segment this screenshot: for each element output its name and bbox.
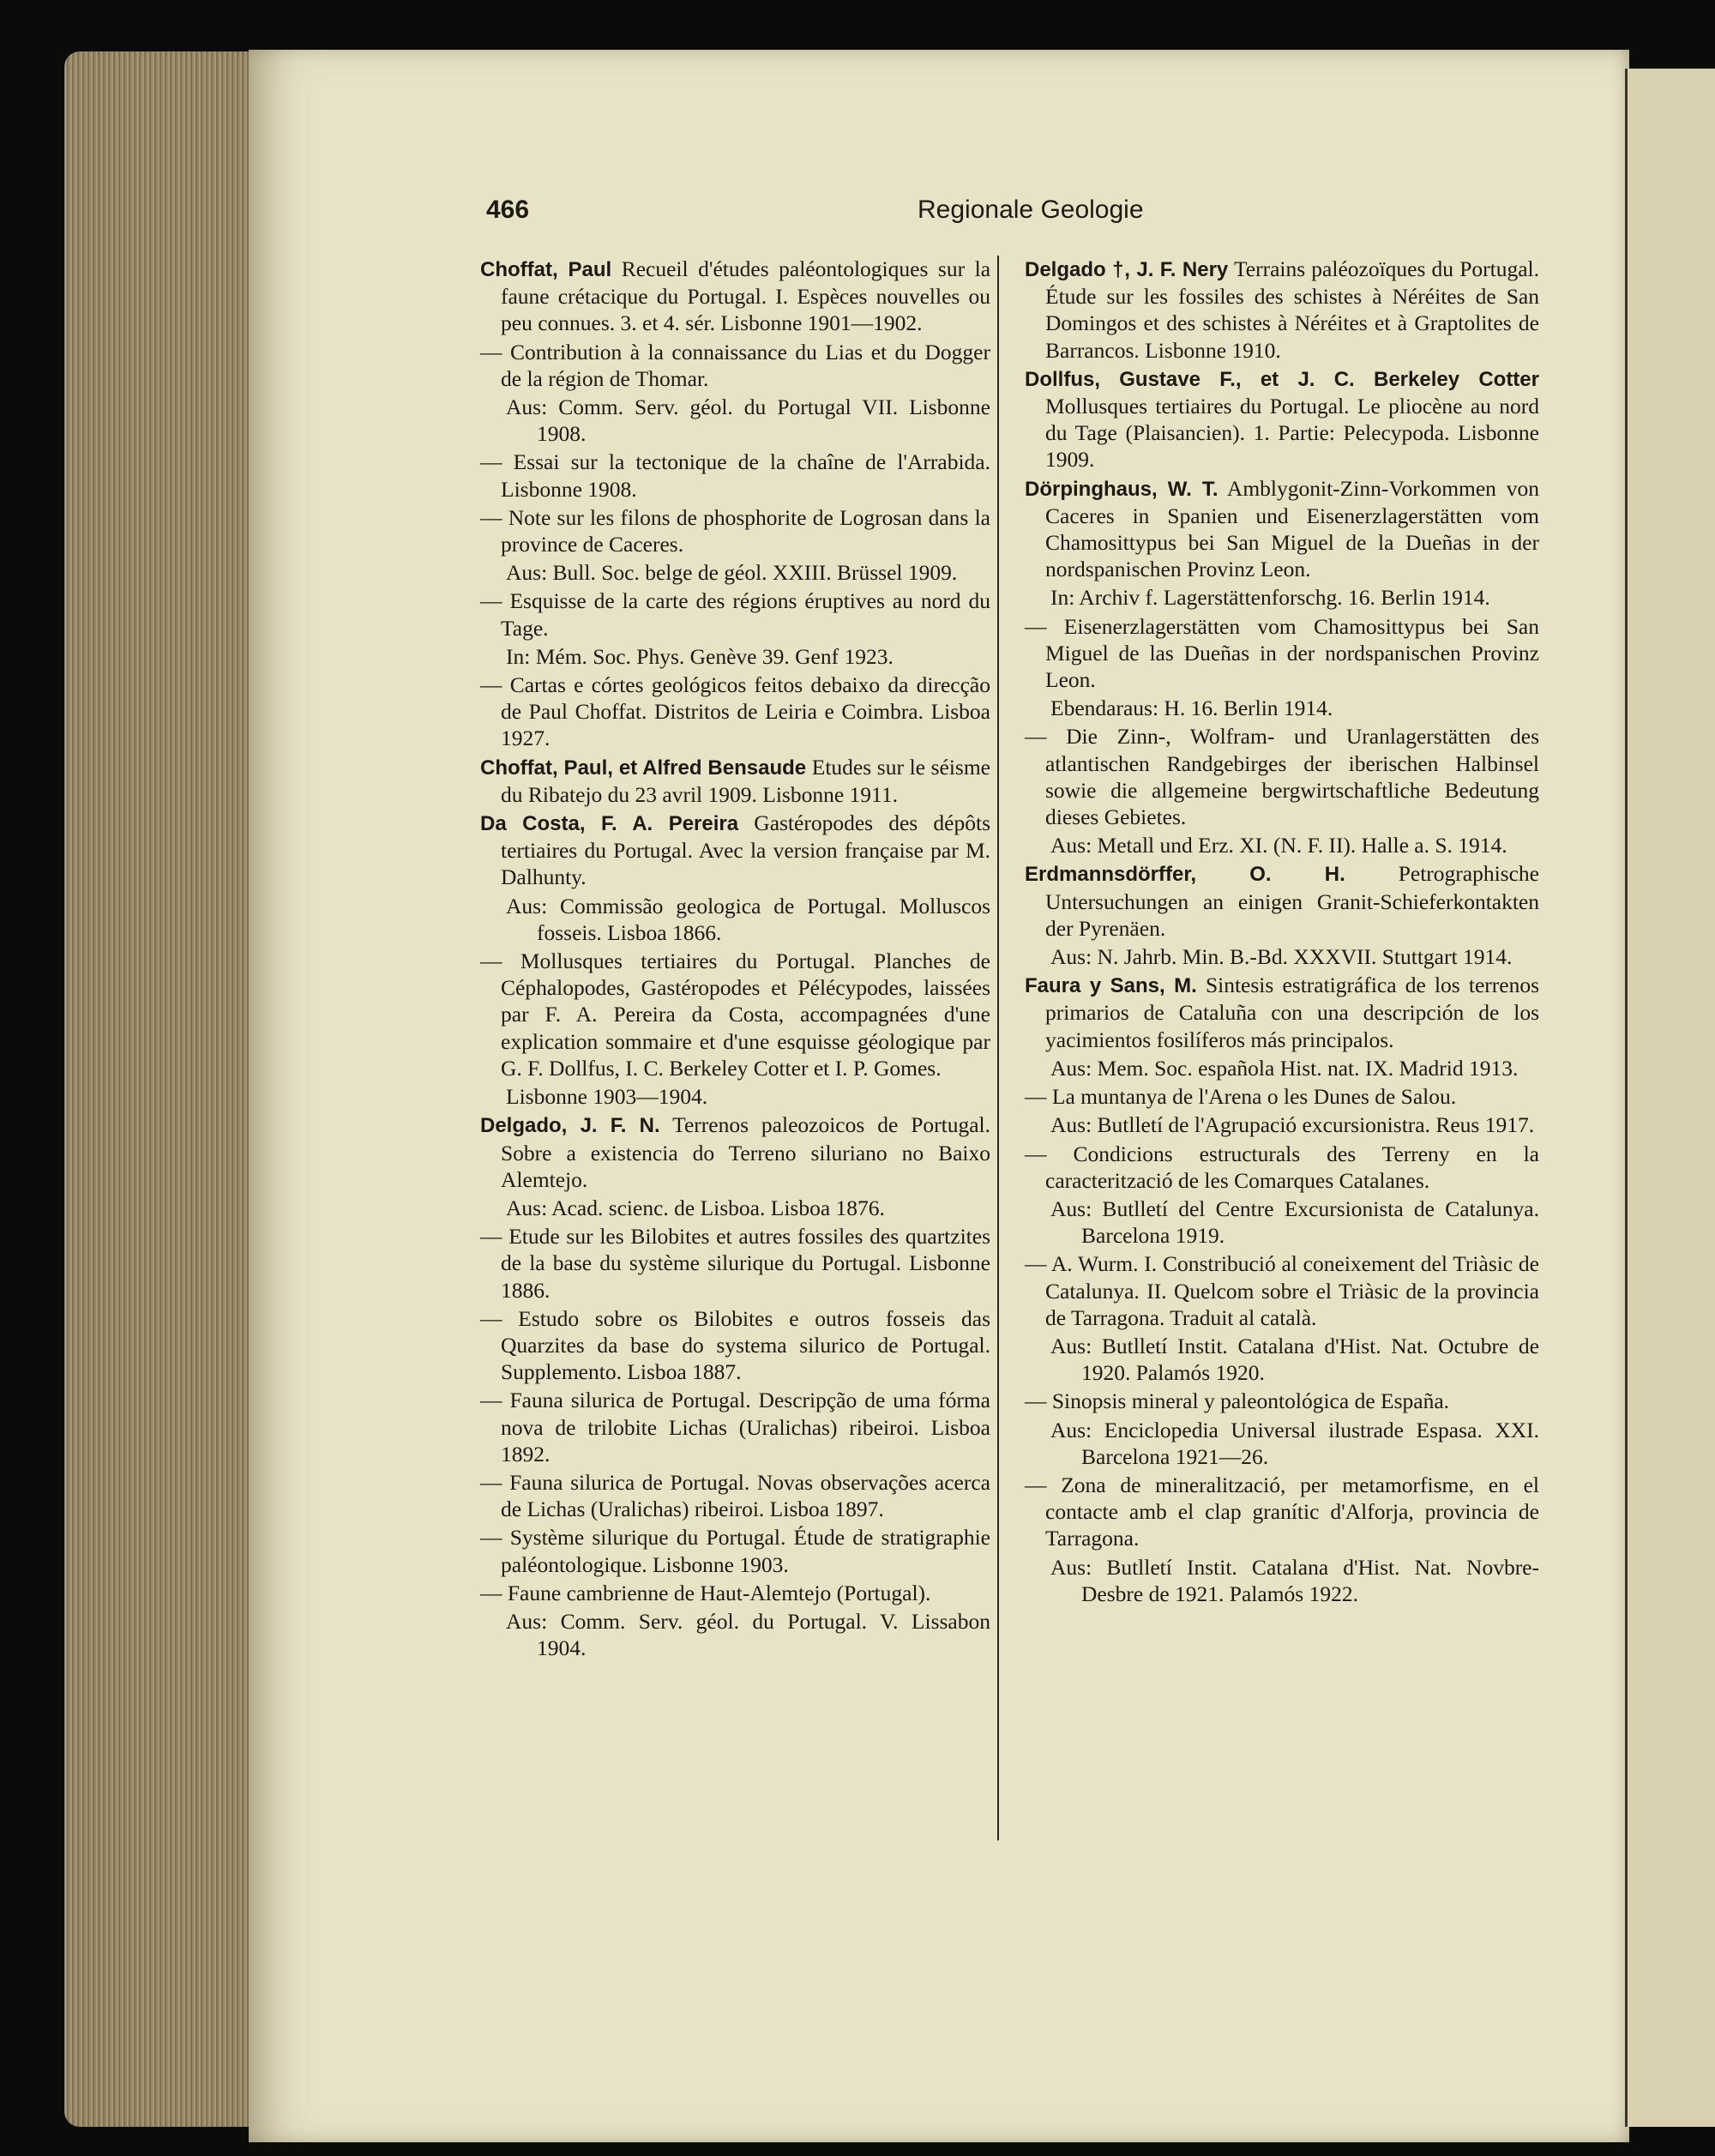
bibliography-entry xyxy=(480,587,990,641)
left-column xyxy=(480,256,990,1663)
entry-title: — Die Zinn-, Wolfram- und Uranlagerstätten des atlantischen Randgebirges der iberischen Halbinsel sowie die allgemeine bergwirtschaftliche Bedeutung dieses Gebietes. xyxy=(1025,724,1539,830)
entry-source: Aus: Comm. Serv. géol. du Portugal VII. Lisbonne 1908. xyxy=(506,394,990,447)
entry-title: — Fauna silurica de Portugal. Novas observações acerca de Lichas (Uralichas) ribeiroi. Lisboa 1897. xyxy=(480,1469,990,1522)
bibliography-entry xyxy=(1025,613,1539,694)
entry-source: Aus: Enciclopedia Universal ilustrade Espasa. XXI. Barcelona 1921—26. xyxy=(1050,1417,1539,1469)
bibliography-entry xyxy=(480,671,990,752)
entry-author: Choffat, Paul xyxy=(480,258,612,281)
entry-author: Erdmannsdörffer, O. H. xyxy=(1025,863,1345,887)
entry-title: Terrains paléozoïques du Portugal. Étude sur les fossiles des schistes à Néréites de San Domingos et des schistes à Néréites et à Graptolites de Barrancos. Lisbonne 1910. xyxy=(1045,256,1539,363)
entry-source: Aus: Butlletí Instit. Catalana d'Hist. Nat. Octubre de 1920. Palamós 1920. xyxy=(1050,1333,1539,1386)
entry-title: Terrenos paleozoicos de Portugal. Sobre a existencia do Terreno siluriano no Baixo Alemtejo. xyxy=(501,1112,990,1192)
entry-title: — Estudo sobre os Bilobites e outros fosseis das Quarzites da base do systema silurico de Portugal. Supplemento. Lisboa 1887. xyxy=(480,1305,990,1385)
entry-title: — Esquisse de la carte des régions éruptives au nord du Tage. xyxy=(480,588,990,641)
bibliography-entry xyxy=(480,1305,990,1386)
bibliography-entry xyxy=(480,810,990,891)
bibliography-entry xyxy=(1025,860,1539,942)
entry-title: — La muntanya de l'Arena o les Dunes de Salou. xyxy=(1025,1084,1457,1110)
bibliography-entry xyxy=(1025,475,1539,583)
entry-author: Delgado †, J. F. Nery xyxy=(1025,258,1229,281)
entry-title: — A. Wurm. I. Constribució al coneixement del Triàsic de Catalunya. II. Quelcom sobre el Triàsic de la provincia de Tarragona. Traduit al català. xyxy=(1025,1251,1539,1330)
entry-author: Faura y Sans, M. xyxy=(1025,974,1197,998)
entry-source: In: Archiv f. Lagerstättenforschg. 16. Berlin 1914. xyxy=(1050,585,1490,611)
entry-title: — Sinopsis mineral y paleontológica de España. xyxy=(1025,1388,1450,1414)
bibliography-entry xyxy=(1025,1141,1539,1194)
entry-title: Etudes sur le séisme du Ribatejo du 23 avril 1909. Lisbonne 1911. xyxy=(501,754,990,807)
bibliography-entry xyxy=(480,1580,990,1606)
entry-title: — Essai sur la tectonique de la chaîne de l'Arrabida. Lisbonne 1908. xyxy=(480,449,990,502)
entry-author: Choffat, Paul, et Alfred Bensaude xyxy=(480,756,807,780)
entry-author: Da Costa, F. A. Pereira xyxy=(480,812,739,836)
bibliography-entry xyxy=(480,1387,990,1467)
entry-title: — Système silurique du Portugal. Étude de stratigraphie paléontologique. Lisbonne 1903. xyxy=(480,1525,990,1577)
entry-source: Aus: Comm. Serv. géol. du Portugal. V. Lissabon 1904. xyxy=(506,1608,990,1661)
entry-author: Dollfus, Gustave F., et J. C. Berkeley Cotter xyxy=(1025,367,1539,391)
bibliography-entry xyxy=(1025,365,1539,473)
bibliography-entry xyxy=(1025,972,1539,1053)
entry-title: Gastéropodes des dépôts tertiaires du Portugal. Avec la version française par M. Dalhunty. xyxy=(501,810,990,890)
entry-title: — Fauna silurica de Portugal. Descripção de uma fórma nova de trilobite Lichas (Uralichas) ribeiroi. Lisboa 1892. xyxy=(480,1388,990,1466)
entry-source: Ebendaraus: H. 16. Berlin 1914. xyxy=(1050,696,1333,721)
entry-title: Petrographische Untersuchungen an einigen Granit-Schieferkontakten der Pyrenäen. xyxy=(1045,861,1539,941)
entry-title: Sintesis estratigráfica de los terrenos primarios de Cataluña con una descripción de los yacimientos fosilíferos más principalos. xyxy=(1045,973,1539,1052)
bibliography-entry xyxy=(1025,1388,1539,1414)
entry-source: Aus: N. Jahrb. Min. B.-Bd. XXXVII. Stuttgart 1914. xyxy=(1050,944,1513,970)
entry-title: — Note sur les filons de phosphorite de Logrosan dans la province de Caceres. xyxy=(480,504,990,557)
running-head: Regionale Geologie xyxy=(918,196,1144,224)
bibliography-entry xyxy=(480,1111,990,1193)
bibliography-entry xyxy=(480,256,990,337)
entry-source: In: Mém. Soc. Phys. Genève 39. Genf 1923. xyxy=(506,643,894,669)
bibliography-entry xyxy=(1025,256,1539,364)
bibliography-entry xyxy=(480,754,990,808)
entry-title: — Cartas e córtes geológicos feitos debaixo da direcção de Paul Choffat. Distritos de Leiria e Coimbra. Lisboa 1927. xyxy=(480,672,990,751)
entry-title: — Zona de mineralització, per metamorfisme, en el contacte amb el clap granític d'Alforja, provincia de Tarragona. xyxy=(1025,1472,1539,1551)
entry-source: Aus: Butlletí del Centre Excursionista de Catalunya. Barcelona 1919. xyxy=(1050,1195,1539,1249)
bibliography-entry xyxy=(1025,723,1539,830)
entry-title: Recueil d'études paléontologiques sur la faune crétacique du Portugal. I. Espèces nouvelles ou peu connues. 3. et 4. sér. Lisbonne 1901—1902. xyxy=(501,256,991,336)
bibliography-entry xyxy=(480,449,990,502)
page-edges xyxy=(64,51,257,2127)
entry-title: Mollusques tertiaires du Portugal. Le pliocène au nord du Tage (Plaisancien). 1. Partie: Pelecypoda. Lisbonne 1909. xyxy=(1045,394,1539,473)
bibliography-entry xyxy=(1025,1083,1539,1110)
entry-source: Lisbonne 1903—1904. xyxy=(506,1084,708,1110)
page-number: 466 xyxy=(486,196,530,224)
right-column xyxy=(1025,256,1539,1609)
entry-source: Aus: Butlletí Instit. Catalana d'Hist. Nat. Novbre-Desbre de 1921. Palamós 1922. xyxy=(1050,1554,1539,1606)
bibliography-entry xyxy=(1025,1472,1539,1552)
entry-source: Aus: Bull. Soc. belge de géol. XXIII. Brüssel 1909. xyxy=(506,560,958,586)
column-divider xyxy=(997,256,999,1840)
facing-page-edge xyxy=(1625,69,1715,2127)
entry-title: — Condicions estructurals des Terreny en la caracterització de les Comarques Catalanes. xyxy=(1025,1141,1539,1193)
entry-title: — Contribution à la connaissance du Lias et du Dogger de la région de Thomar. xyxy=(480,339,990,391)
bibliography-entry xyxy=(480,339,990,392)
entry-title: — Etude sur les Bilobites et autres fossiles des quartzites de la base du système silurique du Portugal. Lisbonne 1886. xyxy=(480,1224,990,1303)
entry-source: Aus: Metall und Erz. XI. (N. F. II). Halle a. S. 1914. xyxy=(1050,833,1507,858)
entry-source: Aus: Mem. Soc. española Hist. nat. IX. Madrid 1913. xyxy=(1050,1055,1519,1081)
entry-source: Aus: Commissão geologica de Portugal. Molluscos fosseis. Lisboa 1866. xyxy=(506,893,990,945)
bibliography-entry xyxy=(480,1223,990,1304)
entry-source: Aus: Butlletí de l'Agrupació excursionistra. Reus 1917. xyxy=(1050,1112,1535,1138)
bibliography-entry xyxy=(480,1524,990,1577)
entry-title: Amblygonit-Zinn-Vorkommen von Caceres in Spanien und Eisenerzlagerstätten vom Chamosittypus bei San Miguel de la Dueñas in der nordspanischen Provinz Leon. xyxy=(1045,475,1539,582)
entry-author: Delgado, J. F. N. xyxy=(480,1114,660,1138)
entry-title: — Eisenerzlagerstätten vom Chamosittypus bei San Miguel de las Dueñas in der nordspanischen Provinz Leon. xyxy=(1025,613,1539,693)
entry-title: — Mollusques tertiaires du Portugal. Planches de Céphalopodes, Gastéropodes et Pélécypodes, laissées par F. A. Pereira da Costa, accompagnées d'une explication sommaire et d'une esquisse géologique par G. F. Dollfus, I. C. Berkeley Cotter et I. P. Gomes. xyxy=(480,949,990,1081)
bibliography-entry xyxy=(1025,1250,1539,1331)
entry-source: Aus: Acad. scienc. de Lisboa. Lisboa 1876. xyxy=(506,1195,885,1220)
bibliography-entry xyxy=(480,948,990,1081)
bibliography-entry xyxy=(480,504,990,557)
bibliography-entry xyxy=(480,1469,990,1522)
entry-title: — Faune cambrienne de Haut-Alemtejo (Portugal). xyxy=(480,1580,931,1605)
entry-author: Dörpinghaus, W. T. xyxy=(1025,477,1219,501)
